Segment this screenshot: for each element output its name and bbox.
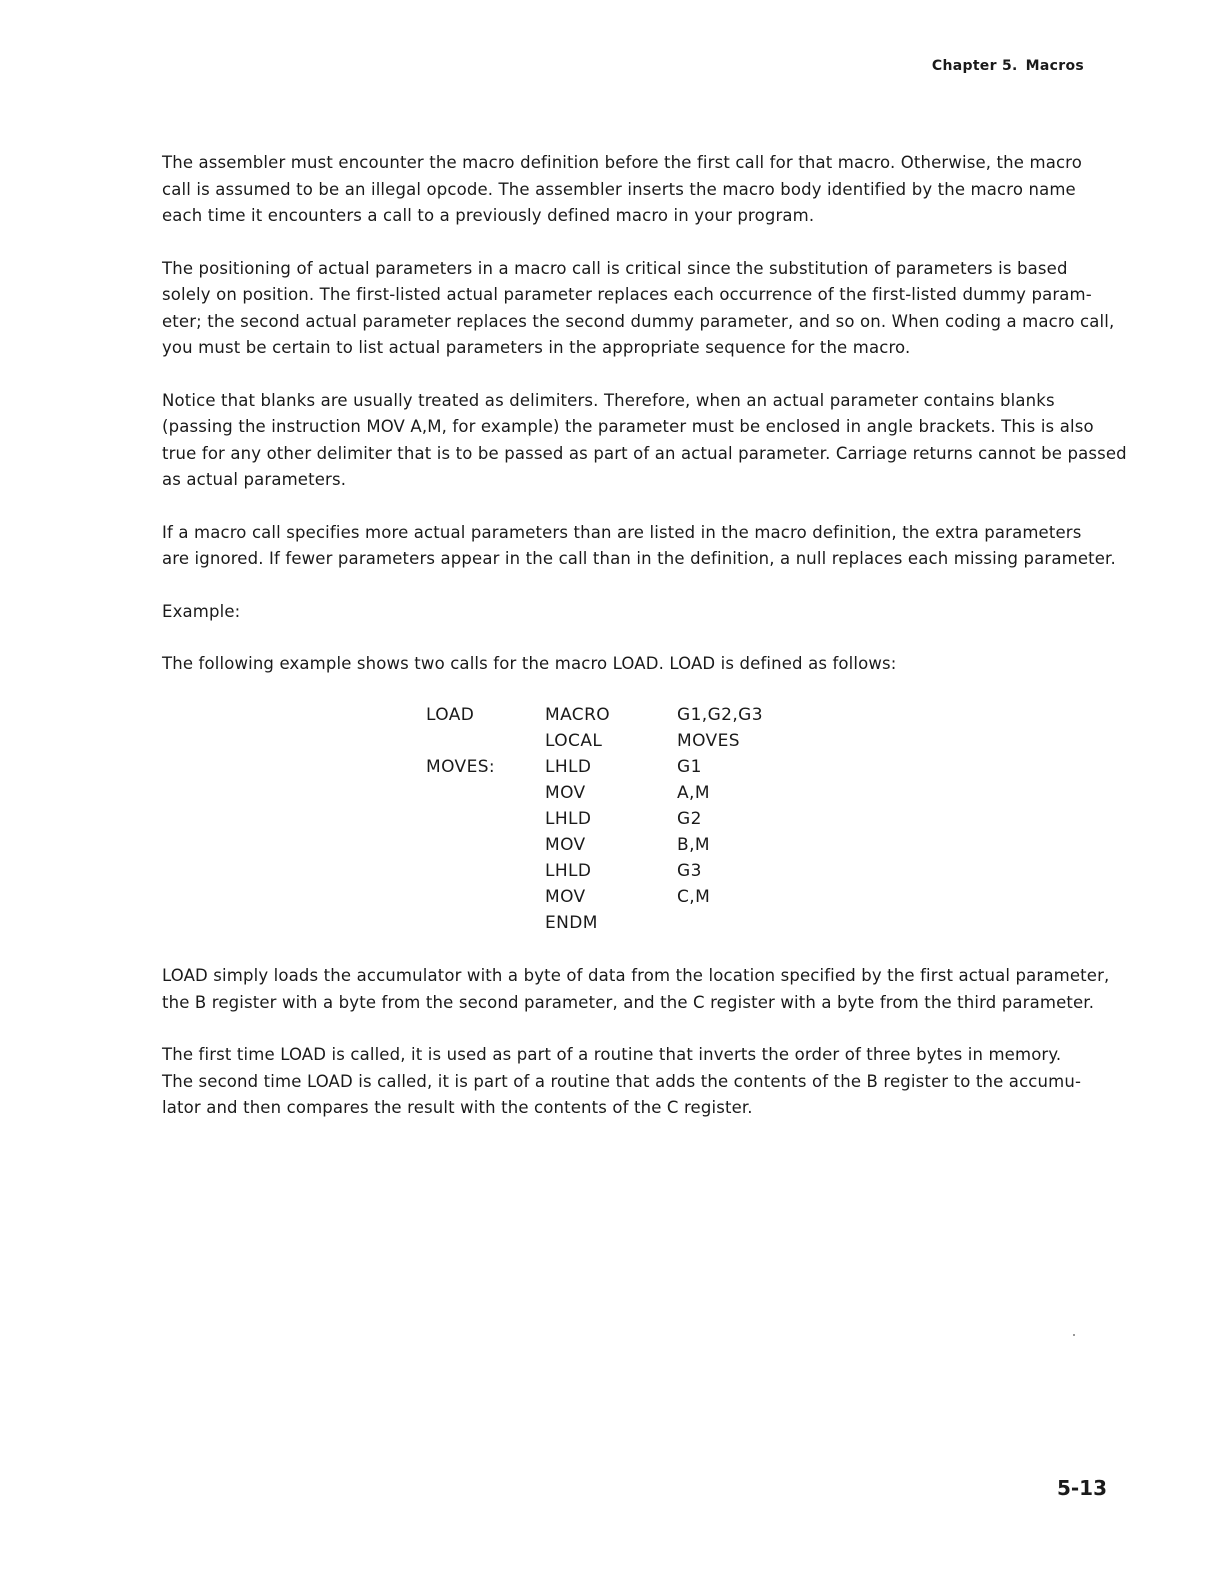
code-operands: G1,G2,G3 (677, 705, 763, 725)
running-header (932, 58, 1084, 74)
code-row (426, 728, 763, 754)
scan-speck (1073, 1334, 1075, 1336)
code-opcode: MACRO (545, 705, 611, 725)
code-operands: G2 (677, 809, 702, 829)
code-label (426, 780, 545, 806)
code-label: LOAD (426, 705, 475, 725)
text-line: lator and then compares the result with the contents of the C register. (162, 1098, 753, 1117)
code-operands: G1 (677, 757, 702, 777)
code-operands: MOVES (677, 731, 740, 751)
code-row (426, 832, 763, 858)
code-row (426, 858, 763, 884)
text-line: you must be certain to list actual parameters in the appropriate sequence for the macro. (162, 338, 911, 357)
text-line: LOAD simply loads the accumulator with a byte of data from the location specified by the first actual parameter, (162, 966, 1110, 985)
page-number: 5-13 (1056, 1476, 1107, 1500)
code-opcode: LHLD (545, 757, 592, 777)
text-line: true for any other delimiter that is to be passed as part of an actual parameter. Carriage returns cannot be passed (162, 443, 1127, 463)
text-line: The first time LOAD is called, it is used as part of a routine that inverts the order of three bytes in memory. (162, 1045, 1062, 1064)
body-text-continued (162, 963, 1112, 1148)
code-operands: B,M (677, 835, 710, 855)
code-operands: C,M (677, 887, 711, 907)
text-line: Notice that blanks are usually treated as delimiters. Therefore, when an actual parameter contains blanks (162, 390, 1055, 410)
text-line: Example: (162, 601, 241, 621)
example-heading (162, 599, 1092, 626)
code-opcode: MOV (545, 783, 586, 803)
code-opcode: LHLD (545, 861, 592, 881)
code-opcode: MOV (545, 887, 586, 907)
code-operands: A,M (677, 783, 710, 803)
code-opcode: ENDM (545, 913, 598, 933)
code-label (426, 728, 545, 754)
text-line: call is assumed to be an illegal opcode. The assembler inserts the macro body identified by the macro name (162, 179, 1076, 199)
code-label (426, 832, 545, 858)
paragraph (162, 651, 1092, 678)
paragraph (162, 963, 1112, 1016)
code-label (426, 806, 545, 832)
text-line: solely on position. The first-listed actual parameter replaces each occurrence of the first-listed dummy param- (162, 285, 1092, 304)
text-line: The positioning of actual parameters in a macro call is critical since the substitution of parameters is based (162, 258, 1068, 278)
code-row (426, 910, 763, 936)
text-line: as actual parameters. (162, 470, 347, 489)
code-opcode: LHLD (545, 809, 592, 829)
code-opcode: LOCAL (545, 731, 603, 751)
text-line: the B register with a byte from the second parameter, and the C register with a byte from the third parameter. (162, 992, 1095, 1012)
code-label (426, 858, 545, 884)
code-row (426, 702, 763, 728)
code-row (426, 806, 763, 832)
code-row (426, 754, 763, 780)
paragraph (162, 388, 1127, 494)
text-line: eter; the second actual parameter replaces the second dummy parameter, and so on. When coding a macro call, (162, 311, 1115, 331)
macro-code-listing (426, 702, 763, 936)
paragraph (162, 520, 1116, 573)
paragraph (162, 150, 1092, 230)
text-line: each time it encounters a call to a previously defined macro in your program. (162, 206, 815, 225)
paragraph (162, 256, 1115, 362)
text-line: If a macro call specifies more actual parameters than are listed in the macro definition, the extra parameters (162, 522, 1082, 542)
text-line: The second time LOAD is called, it is part of a routine that adds the contents of the B register to the accumu- (162, 1071, 1082, 1091)
chapter-title: Macros (1025, 58, 1084, 74)
text-line: The following example shows two calls for the macro LOAD. LOAD is defined as follows: (162, 654, 897, 673)
chapter-number: Chapter 5. (931, 58, 1018, 74)
code-label (426, 884, 545, 910)
code-operands: G3 (677, 861, 702, 881)
text-line: The assembler must encounter the macro definition before the first call for that macro. Otherwise, the macro (162, 153, 1083, 172)
paragraph (162, 1042, 1112, 1122)
text-line: are ignored. If fewer parameters appear in the call than in the definition, a null replaces each missing parameter. (162, 549, 1116, 568)
body-text (162, 150, 1127, 704)
code-opcode: MOV (545, 835, 586, 855)
code-label: MOVES: (426, 757, 496, 777)
code-row (426, 884, 763, 910)
code-label (426, 910, 545, 936)
text-line: (passing the instruction MOV A,M, for example) the parameter must be enclosed in angle brackets. This is also (162, 417, 1094, 436)
code-row (426, 780, 763, 806)
